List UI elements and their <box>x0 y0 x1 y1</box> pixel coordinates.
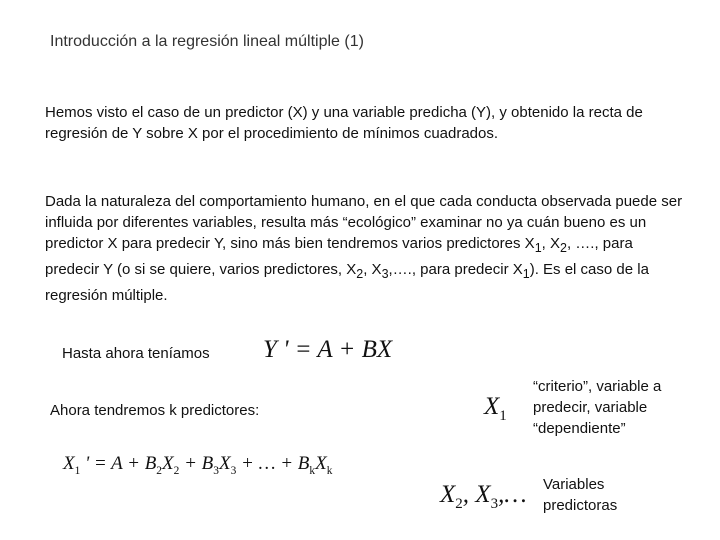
subscript: 1 <box>534 241 542 255</box>
subscript: 3 <box>381 267 389 281</box>
subscript: 3 <box>490 496 499 512</box>
eq-term: + … + B <box>236 453 310 474</box>
criterion-note: “criterio”, variable a predecir, variable “dependiente” <box>533 378 662 437</box>
multiple-regression-equation <box>63 453 332 477</box>
subscript: 1 <box>522 267 530 281</box>
motivation-text-5: ,…., para predecir X <box>388 261 523 278</box>
simple-regression-equation: Y ' = A + BX <box>263 336 393 363</box>
eq-term: , X <box>462 481 491 508</box>
motivation-text-4: , X <box>363 261 382 278</box>
predictors-note: Variables predictoras <box>543 476 618 514</box>
subscript: 2 <box>560 241 567 255</box>
eq-term: ' = A + B <box>80 453 157 474</box>
criterion-variable <box>484 393 507 425</box>
eq-term: X <box>440 481 456 508</box>
subscript: k <box>326 464 333 477</box>
subscript: k <box>309 464 316 477</box>
subscript: 3 <box>230 464 237 477</box>
subscript: 1 <box>74 464 81 477</box>
motivation-text-1: Dada la naturaleza del comportamiento humano, en el que cada conducta observada puede ser influida por diferentes variables, resulta más “ecológico” examinar no ya cuán bueno es un predictor X para predecir Y, sino más bien tendremos varios predictores X <box>45 193 683 252</box>
eq-term: ,… <box>498 481 527 508</box>
subscript: 3 <box>213 464 219 477</box>
subscript: 1 <box>499 408 507 424</box>
motivation-text-3: , …., para predecir Y (o si se quiere, varios predictores, X <box>45 235 633 278</box>
eq-term: + B <box>179 453 214 474</box>
motivation-text-6: ). Es el caso de la regresión múltiple. <box>45 261 649 304</box>
eq-term: X <box>315 453 327 474</box>
eq-term: X <box>218 453 231 474</box>
subscript: 2 <box>356 267 364 281</box>
label-hasta-ahora: Hasta ahora teníamos <box>62 345 210 362</box>
motivation-paragraph <box>45 191 685 306</box>
motivation-text-2: , X <box>541 235 560 252</box>
intro-paragraph: Hemos visto el caso de un predictor (X) y una variable predicha (Y), y obtenido la recta de regresión de Y sobre X por el procedimiento de mínimos cuadrados. <box>45 104 643 142</box>
eq-term: X <box>63 453 75 474</box>
subscript: 2 <box>455 496 463 512</box>
variable-x: X <box>484 393 500 420</box>
subscript: 2 <box>173 464 180 477</box>
predictor-variables <box>440 481 527 513</box>
eq-term: X <box>162 453 174 474</box>
subscript: 2 <box>156 464 162 477</box>
slide-title: Introducción a la regresión lineal múltiple (1) <box>50 33 364 50</box>
label-ahora-predictores: Ahora tendremos k predictores: <box>50 402 260 419</box>
